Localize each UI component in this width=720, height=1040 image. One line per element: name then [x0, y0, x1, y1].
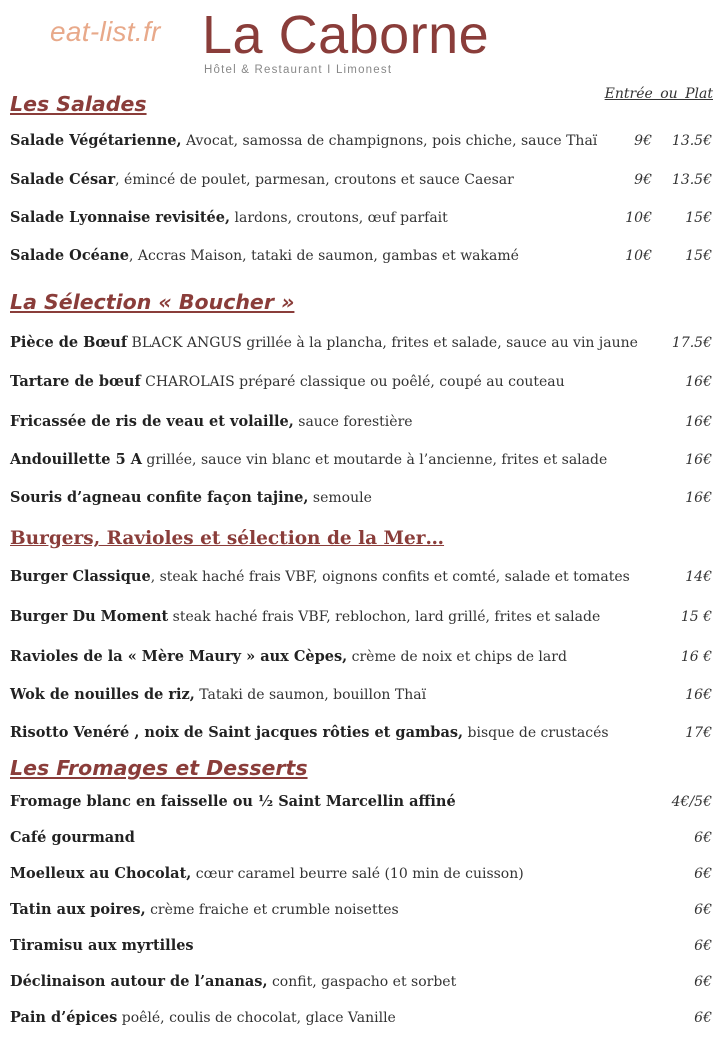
menu-item-name: Burger Du Moment	[10, 608, 169, 625]
menu-item	[10, 719, 712, 747]
menu-item	[10, 603, 712, 631]
menu-item-price-plat: 6€	[694, 938, 712, 954]
menu-item	[10, 563, 712, 591]
menu-item-price-plat: 16€	[685, 452, 712, 468]
menu-item-description: sauce forestière	[293, 414, 413, 430]
menu-item-text	[10, 1004, 396, 1032]
menu-item-name: Burger Classique	[10, 568, 151, 585]
menu-item-text	[10, 242, 519, 270]
menu-item-description: BLACK ANGUS grillée à la plancha, frites et salade, sauce au vin jaune	[127, 335, 638, 351]
menu-item-name: Pain d’épices	[10, 1009, 118, 1026]
menu-item-name: Ravioles de la « Mère Maury » aux Cèpes,	[10, 648, 348, 665]
menu-item-name: Déclinaison autour de l’ananas,	[10, 973, 268, 990]
menu-item-price-plat: 16€	[685, 490, 712, 506]
menu-item	[10, 127, 712, 155]
menu-item-name: Salade Végétarienne,	[10, 132, 182, 149]
menu-item-description: , steak haché frais VBF, oignons confits et comté, salade et tomates	[150, 569, 630, 585]
menu-item-price-plat: 13.5€	[671, 133, 712, 149]
menu-item	[10, 368, 712, 396]
menu-item-description: grillée, sauce vin blanc et moutarde à l’ancienne, frites et salade	[141, 452, 608, 468]
menu-item-text	[10, 824, 135, 852]
menu-item-price-plat: 6€	[694, 866, 712, 882]
menu-item-description: Tataki de saumon, bouillon Thaï	[194, 687, 427, 703]
watermark: eat-list.fr	[50, 16, 161, 47]
menu-item-description: , Accras Maison, tataki de saumon, gambas et wakamé	[129, 248, 519, 264]
menu-item-text	[10, 643, 567, 671]
menu-item-price-plat: 6€	[694, 974, 712, 990]
logo-title: La Caborne	[202, 5, 490, 65]
restaurant-logo	[202, 2, 492, 76]
menu-item-description: lardons, croutons, œuf parfait	[230, 210, 448, 226]
menu-item	[10, 788, 712, 816]
menu-item-text	[10, 788, 456, 816]
logo-subtitle: Hôtel & Restaurant I Limonest	[204, 64, 393, 76]
menu-item-text	[10, 204, 448, 232]
menu-item	[10, 329, 712, 357]
menu-item-text	[10, 896, 399, 924]
menu-item-text	[10, 446, 607, 474]
menu-item-price-plat: 17€	[685, 725, 712, 741]
menu-item-name: Fricassée de ris de veau et volaille,	[10, 413, 294, 430]
menu-item-description: steak haché frais VBF, reblochon, lard grillé, frites et salade	[168, 609, 601, 625]
menu-item-price-entree: 10€	[625, 210, 652, 226]
menu-item-description: crème fraiche et crumble noisettes	[145, 902, 399, 918]
price-column-header: Entrée ou Plat	[604, 86, 713, 102]
menu-item-price-plat: 4€/5€	[671, 794, 712, 810]
menu-item-text	[10, 166, 514, 194]
menu-item	[10, 1004, 712, 1032]
menu-item-description: poêlé, coulis de chocolat, glace Vanille	[117, 1010, 396, 1026]
menu-item-name: Tartare de bœuf	[10, 373, 141, 390]
menu-item-description: Avocat, samossa de champignons, pois chiche, sauce Thaï	[181, 133, 598, 149]
menu-item-text	[10, 860, 524, 888]
menu-item-price-plat: 15€	[685, 210, 712, 226]
menu-item-price-plat: 16€	[685, 687, 712, 703]
menu-item-text	[10, 681, 426, 709]
menu-item-price-plat: 14€	[685, 569, 712, 585]
menu-item	[10, 408, 712, 436]
menu-item-text	[10, 932, 194, 960]
menu-item-price-plat: 6€	[694, 902, 712, 918]
menu-item-text	[10, 719, 609, 747]
menu-item-description: , émincé de poulet, parmesan, croutons et sauce Caesar	[115, 172, 514, 188]
menu-item	[10, 968, 712, 996]
menu-item-text	[10, 329, 638, 357]
menu-item-name: Wok de nouilles de riz,	[10, 686, 195, 703]
menu-item-price-plat: 13.5€	[671, 172, 712, 188]
menu-item-description: CHAROLAIS préparé classique ou poêlé, coupé au couteau	[140, 374, 565, 390]
menu-item-description: cœur caramel beurre salé (10 min de cuisson)	[191, 866, 524, 882]
menu-item-name: Souris d’agneau confite façon tajine,	[10, 489, 309, 506]
menu-item	[10, 204, 712, 232]
menu-item	[10, 446, 712, 474]
menu-item-text	[10, 408, 413, 436]
menu-item-text	[10, 127, 597, 155]
menu-item	[10, 824, 712, 852]
menu-item-price-plat: 6€	[694, 1010, 712, 1026]
menu-item-price-plat: 15€	[685, 248, 712, 264]
menu-item-text	[10, 603, 600, 631]
menu-item-price-entree: 9€	[634, 133, 652, 149]
menu-item-text	[10, 968, 456, 996]
menu-item-text	[10, 484, 372, 512]
menu-item-name: Salade Lyonnaise revisitée,	[10, 209, 231, 226]
menu-item-price-plat: 16€	[685, 414, 712, 430]
menu-item	[10, 484, 712, 512]
menu-item-name: Moelleux au Chocolat,	[10, 865, 192, 882]
menu-item-name: Fromage blanc en faisselle ou ½ Saint Marcellin affiné	[10, 793, 456, 810]
menu-item-name: Tatin aux poires,	[10, 901, 146, 918]
menu-item-text	[10, 563, 630, 591]
menu-item-description: crème de noix et chips de lard	[347, 649, 567, 665]
menu-item	[10, 643, 712, 671]
section-title-desserts: Les Fromages et Desserts	[10, 756, 308, 780]
menu-item-name: Salade Océane	[10, 247, 130, 264]
section-title-boucher: La Sélection « Boucher »	[10, 290, 295, 314]
section-title-salades: Les Salades	[10, 92, 147, 116]
menu-item	[10, 242, 712, 270]
menu-item-price-plat: 6€	[694, 830, 712, 846]
menu-item-name: Café gourmand	[10, 829, 135, 846]
menu-item	[10, 166, 712, 194]
menu-item	[10, 681, 712, 709]
menu-item-description: confit, gaspacho et sorbet	[267, 974, 457, 990]
menu-item-description: semoule	[308, 490, 372, 506]
menu-item-name: Risotto Venéré , noix de Saint jacques rôties et gambas,	[10, 724, 464, 741]
menu-item-price-plat: 15 €	[680, 609, 712, 625]
menu-item-price-plat: 17.5€	[671, 335, 712, 351]
menu-item-name: Salade César	[10, 171, 116, 188]
menu-item-text	[10, 368, 565, 396]
menu-item-price-entree: 10€	[625, 248, 652, 264]
menu-item	[10, 896, 712, 924]
menu-item-description: bisque de crustacés	[463, 725, 609, 741]
menu-item	[10, 932, 712, 960]
section-title-burgers: Burgers, Ravioles et sélection de la Mer…	[10, 528, 445, 549]
menu-item-name: Pièce de Bœuf	[10, 334, 128, 351]
menu-item-price-plat: 16€	[685, 374, 712, 390]
menu-item-price-plat: 16 €	[680, 649, 712, 665]
menu-item-name: Tiramisu aux myrtilles	[10, 937, 194, 954]
menu-item	[10, 860, 712, 888]
menu-item-price-entree: 9€	[634, 172, 652, 188]
menu-item-name: Andouillette 5 A	[10, 451, 142, 468]
